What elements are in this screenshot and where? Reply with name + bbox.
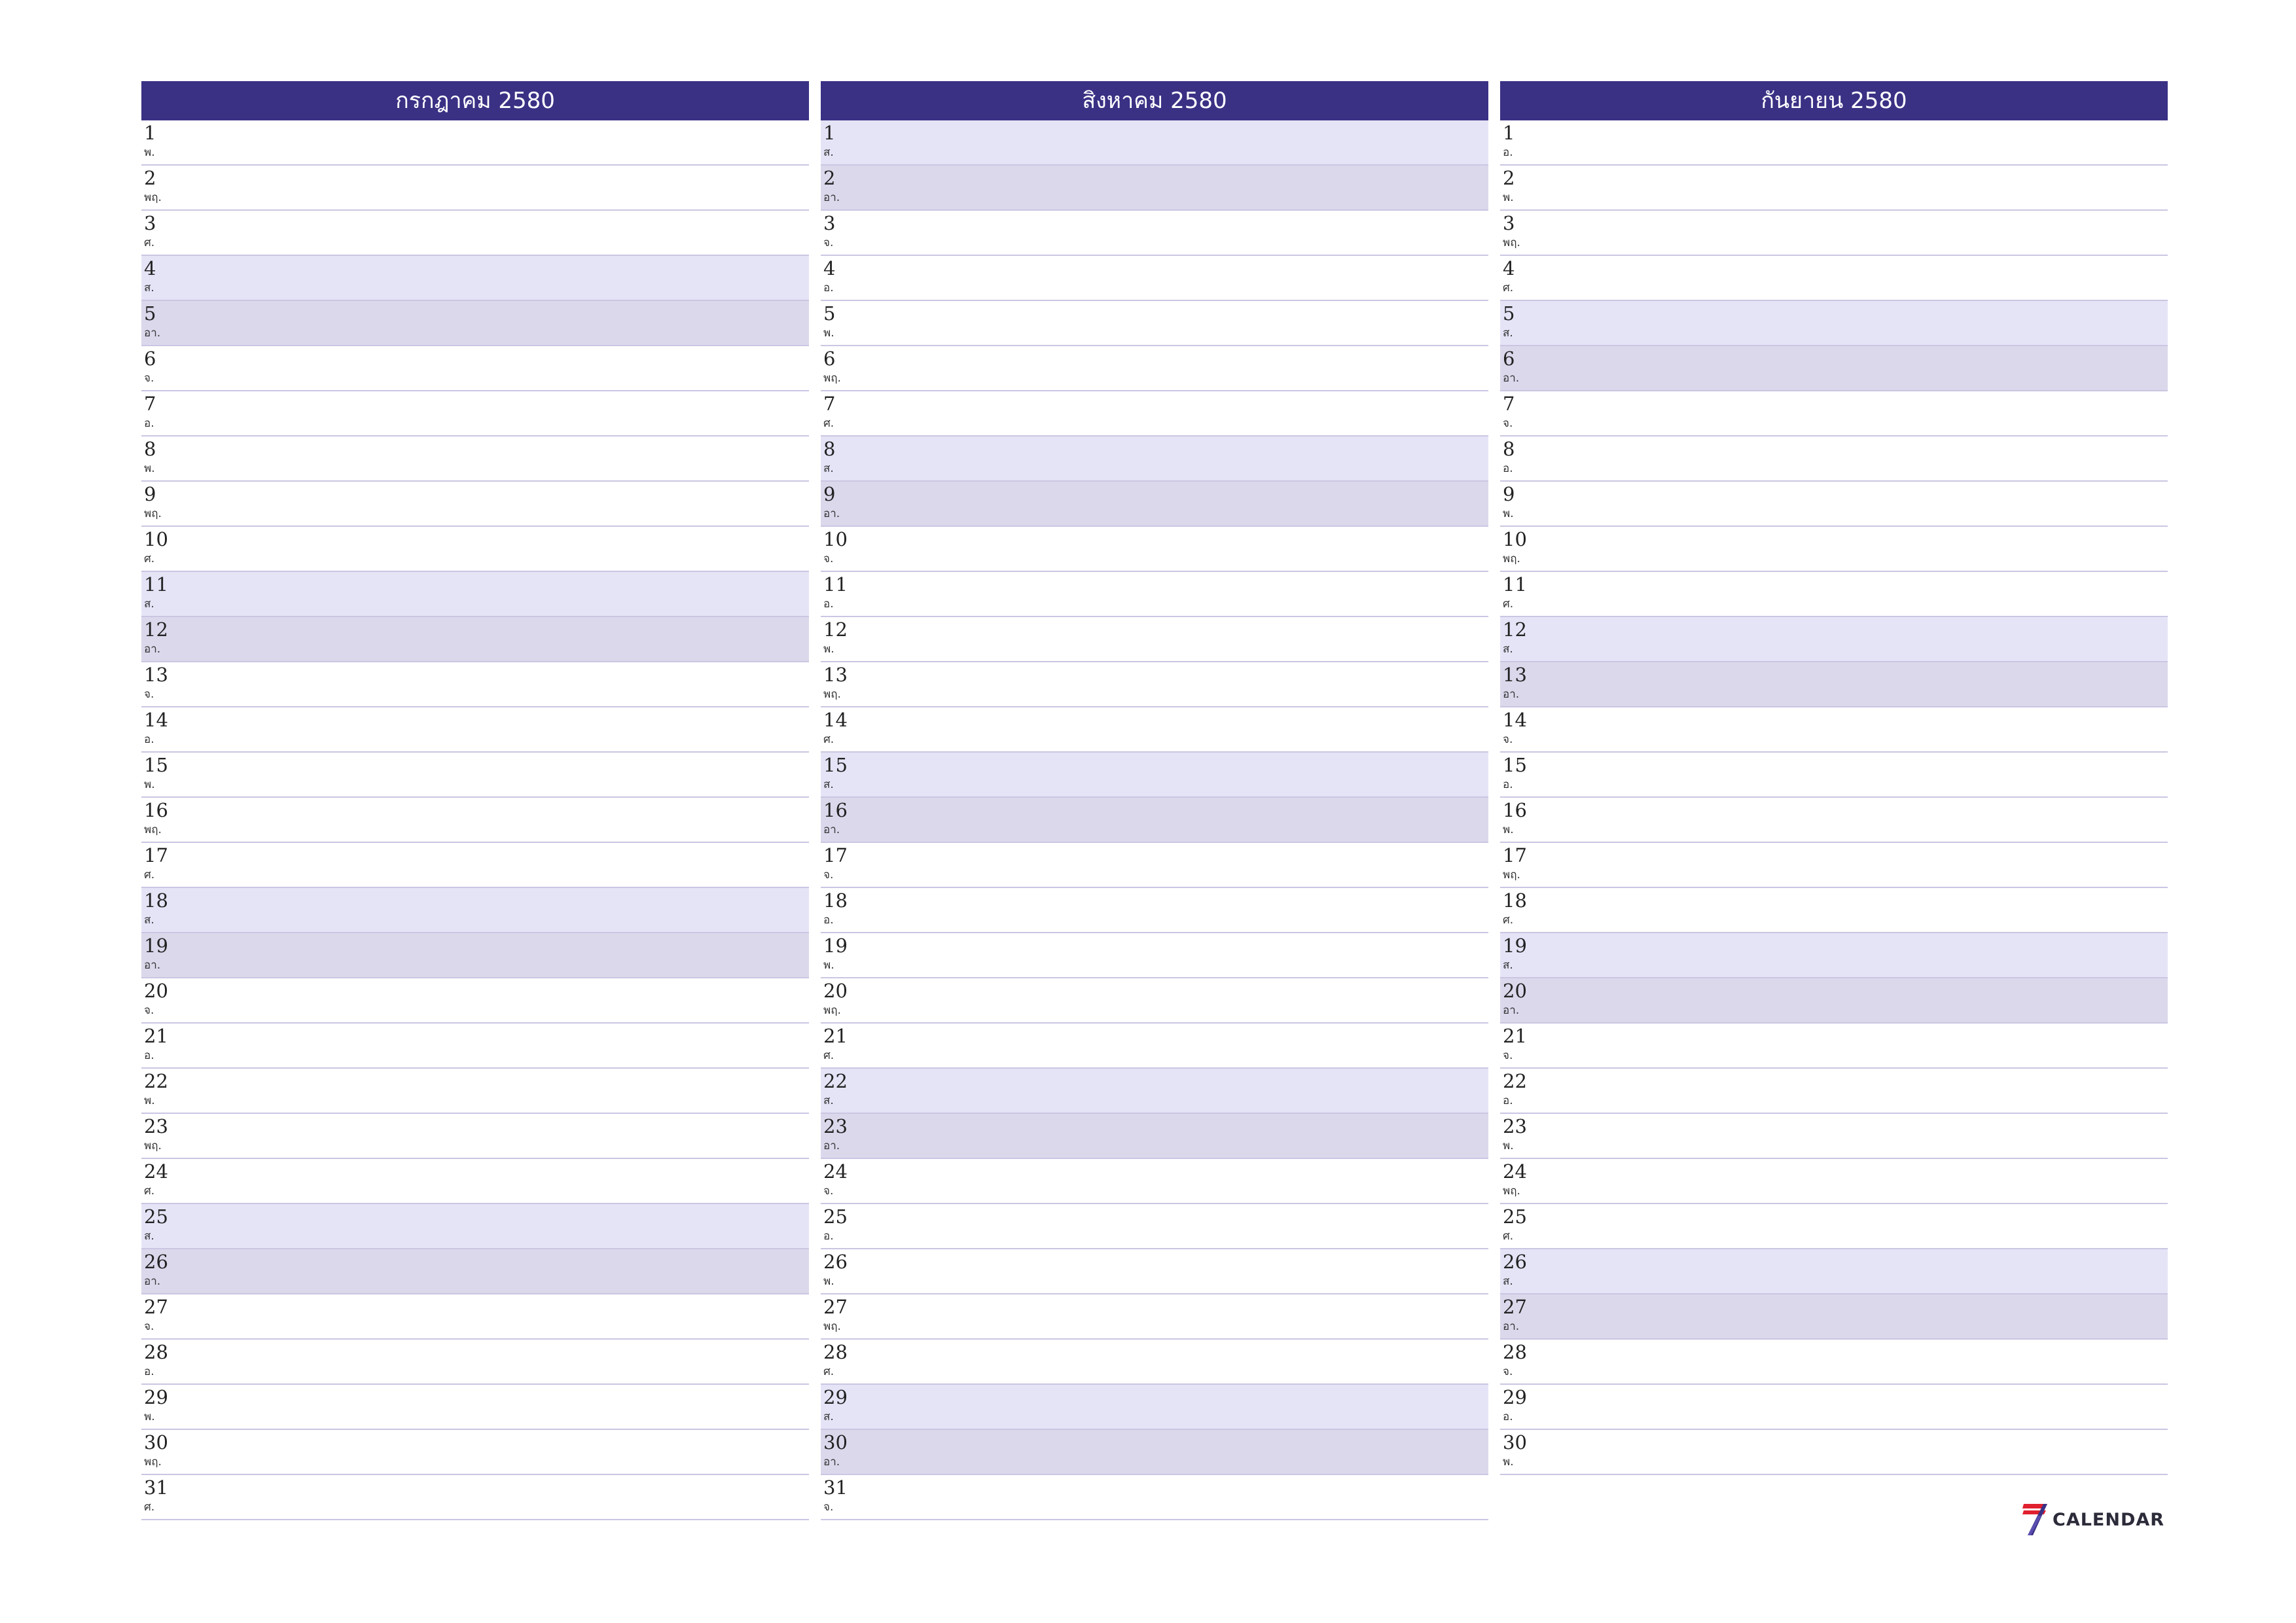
weekday-abbreviation: พฤ.: [823, 372, 841, 385]
calendar-logo: [2021, 1503, 2164, 1537]
day-number: 11: [144, 573, 168, 596]
weekday-abbreviation: อ.: [144, 417, 154, 430]
day-number: 25: [144, 1205, 168, 1228]
day-row: [1500, 1114, 2168, 1159]
weekday-abbreviation: พฤ.: [1503, 236, 1520, 249]
day-row: [821, 707, 1488, 753]
day-number: 14: [144, 709, 168, 731]
weekday-abbreviation: ศ.: [823, 1049, 834, 1062]
day-number: 29: [823, 1386, 848, 1408]
day-list: [1500, 120, 2168, 1475]
day-row: [821, 256, 1488, 301]
day-row: [1500, 211, 2168, 256]
weekday-abbreviation: ศ.: [144, 1185, 155, 1198]
day-row: [141, 482, 809, 527]
day-row: [141, 1069, 809, 1114]
day-row: [141, 662, 809, 707]
weekday-abbreviation: ส.: [823, 146, 834, 159]
day-row: [1500, 888, 2168, 933]
day-number: 9: [1503, 483, 1515, 505]
day-number: 4: [1503, 257, 1515, 279]
day-number: 9: [823, 483, 836, 505]
day-row: [141, 1249, 809, 1294]
weekday-abbreviation: ส.: [1503, 327, 1513, 340]
day-row: [141, 1204, 809, 1249]
weekday-abbreviation: พฤ.: [1503, 552, 1520, 565]
day-number: 30: [144, 1431, 168, 1454]
day-number: 16: [1503, 799, 1527, 821]
day-number: 22: [823, 1070, 848, 1092]
day-row: [821, 301, 1488, 346]
day-row: [1500, 798, 2168, 843]
weekday-abbreviation: จ.: [144, 1320, 154, 1333]
day-number: 31: [144, 1476, 168, 1499]
day-number: 18: [823, 889, 848, 912]
weekday-abbreviation: พฤ.: [144, 1455, 162, 1469]
weekday-abbreviation: ศ.: [823, 1365, 834, 1378]
weekday-abbreviation: ศ.: [823, 417, 834, 430]
day-number: 30: [1503, 1431, 1527, 1454]
weekday-abbreviation: จ.: [1503, 1365, 1513, 1378]
weekday-abbreviation: ส.: [823, 1410, 834, 1423]
day-number: 14: [1503, 709, 1527, 731]
day-row: [1500, 1159, 2168, 1204]
day-number: 7: [144, 393, 156, 415]
day-number: 19: [144, 935, 168, 957]
day-row: [821, 978, 1488, 1024]
day-row: [1500, 617, 2168, 662]
day-row: [821, 391, 1488, 437]
day-number: 11: [1503, 573, 1527, 596]
weekday-abbreviation: พฤ.: [823, 688, 841, 701]
weekday-abbreviation: อา.: [823, 823, 840, 836]
day-row: [821, 1204, 1488, 1249]
day-number: 22: [144, 1070, 168, 1092]
day-number: 6: [823, 348, 836, 370]
day-row: [821, 933, 1488, 978]
day-row: [141, 527, 809, 572]
weekday-abbreviation: พฤ.: [144, 823, 162, 836]
weekday-abbreviation: อ.: [823, 281, 834, 294]
day-number: 13: [1503, 664, 1527, 686]
weekday-abbreviation: ศ.: [1503, 1230, 1514, 1243]
day-number: 3: [144, 212, 156, 234]
day-row: [141, 933, 809, 978]
weekday-abbreviation: ส.: [144, 914, 154, 927]
day-number: 8: [1503, 438, 1515, 460]
day-row: [821, 617, 1488, 662]
day-number: 2: [144, 167, 156, 189]
day-row: [1500, 843, 2168, 888]
month-column: [821, 81, 1488, 1520]
weekday-abbreviation: จ.: [823, 868, 834, 882]
day-number: 10: [823, 528, 848, 550]
month-title: กรกฎาคม 2580: [141, 81, 809, 120]
day-number: 13: [823, 664, 848, 686]
day-row: [141, 346, 809, 391]
day-number: 26: [144, 1251, 168, 1273]
day-row: [1500, 1024, 2168, 1069]
day-number: 28: [144, 1341, 168, 1363]
seven-icon: [2021, 1503, 2049, 1537]
day-row: [141, 1294, 809, 1340]
day-number: 1: [144, 122, 156, 144]
day-number: 8: [144, 438, 156, 460]
weekday-abbreviation: พฤ.: [144, 191, 162, 204]
day-row: [141, 120, 809, 166]
day-row: [821, 662, 1488, 707]
weekday-abbreviation: พ.: [823, 643, 834, 656]
day-number: 16: [823, 799, 848, 821]
weekday-abbreviation: อา.: [1503, 1320, 1520, 1333]
day-row: [821, 1340, 1488, 1385]
weekday-abbreviation: จ.: [823, 552, 834, 565]
day-number: 28: [823, 1341, 848, 1363]
day-row: [141, 798, 809, 843]
day-number: 13: [144, 664, 168, 686]
day-row: [1500, 346, 2168, 391]
day-number: 27: [144, 1296, 168, 1318]
weekday-abbreviation: จ.: [144, 688, 154, 701]
weekday-abbreviation: จ.: [1503, 733, 1513, 746]
day-number: 15: [1503, 754, 1527, 776]
day-number: 17: [823, 844, 848, 866]
day-number: 27: [1503, 1296, 1527, 1318]
day-row: [821, 166, 1488, 211]
day-row: [141, 888, 809, 933]
day-number: 25: [1503, 1205, 1527, 1228]
day-row: [141, 256, 809, 301]
weekday-abbreviation: ส.: [823, 1094, 834, 1107]
weekday-abbreviation: อ.: [1503, 1094, 1513, 1107]
day-row: [141, 391, 809, 437]
weekday-abbreviation: พ.: [144, 1410, 155, 1423]
day-number: 1: [823, 122, 836, 144]
day-row: [141, 1114, 809, 1159]
day-row: [141, 1024, 809, 1069]
day-number: 12: [144, 618, 168, 641]
weekday-abbreviation: จ.: [144, 1004, 154, 1017]
weekday-abbreviation: อ.: [1503, 146, 1513, 159]
weekday-abbreviation: ศ.: [144, 236, 155, 249]
weekday-abbreviation: ศ.: [823, 733, 834, 746]
day-number: 16: [144, 799, 168, 821]
day-row: [1500, 978, 2168, 1024]
day-number: 29: [144, 1386, 168, 1408]
day-number: 12: [823, 618, 848, 641]
day-row: [141, 753, 809, 798]
day-row: [141, 1159, 809, 1204]
weekday-abbreviation: พฤ.: [144, 507, 162, 520]
day-row: [1500, 301, 2168, 346]
day-row: [1500, 256, 2168, 301]
day-number: 10: [144, 528, 168, 550]
day-row: [141, 301, 809, 346]
day-row: [1500, 753, 2168, 798]
day-row: [1500, 1249, 2168, 1294]
weekday-abbreviation: ศ.: [1503, 597, 1514, 611]
day-row: [821, 798, 1488, 843]
day-row: [821, 1385, 1488, 1430]
weekday-abbreviation: จ.: [1503, 1049, 1513, 1062]
day-row: [821, 753, 1488, 798]
day-number: 12: [1503, 618, 1527, 641]
weekday-abbreviation: พ.: [144, 146, 155, 159]
day-number: 4: [144, 257, 156, 279]
day-number: 2: [1503, 167, 1515, 189]
weekday-abbreviation: จ.: [1503, 417, 1513, 430]
day-number: 28: [1503, 1341, 1527, 1363]
day-number: 3: [1503, 212, 1515, 234]
month-column: [141, 81, 809, 1520]
day-row: [821, 482, 1488, 527]
day-number: 27: [823, 1296, 848, 1318]
weekday-abbreviation: ศ.: [1503, 914, 1514, 927]
day-number: 24: [144, 1160, 168, 1183]
day-row: [821, 1475, 1488, 1520]
weekday-abbreviation: อา.: [144, 327, 161, 340]
day-row: [141, 572, 809, 617]
weekday-abbreviation: อ.: [144, 1049, 154, 1062]
day-number: 5: [823, 302, 836, 325]
weekday-abbreviation: อ.: [144, 1365, 154, 1378]
weekday-abbreviation: ส.: [144, 1230, 154, 1243]
day-row: [141, 707, 809, 753]
day-row: [141, 1340, 809, 1385]
day-number: 23: [144, 1115, 168, 1137]
weekday-abbreviation: พ.: [823, 959, 834, 972]
day-number: 20: [1503, 980, 1527, 1002]
month-title: สิงหาคม 2580: [821, 81, 1488, 120]
day-number: 3: [823, 212, 836, 234]
weekday-abbreviation: อา.: [1503, 372, 1520, 385]
weekday-abbreviation: พ.: [1503, 823, 1514, 836]
three-month-calendar: [141, 81, 2168, 1520]
weekday-abbreviation: อา.: [823, 507, 840, 520]
day-number: 8: [823, 438, 836, 460]
logo-text: CALENDAR: [2053, 1509, 2165, 1530]
weekday-abbreviation: อา.: [1503, 688, 1520, 701]
day-row: [1500, 527, 2168, 572]
weekday-abbreviation: อ.: [1503, 1410, 1513, 1423]
day-row: [1500, 391, 2168, 437]
weekday-abbreviation: ส.: [1503, 643, 1513, 656]
weekday-abbreviation: พ.: [1503, 1139, 1514, 1152]
day-number: 19: [1503, 935, 1527, 957]
day-number: 25: [823, 1205, 848, 1228]
day-number: 9: [144, 483, 156, 505]
day-row: [1500, 437, 2168, 482]
weekday-abbreviation: อ.: [823, 597, 834, 611]
day-row: [141, 978, 809, 1024]
day-row: [821, 1114, 1488, 1159]
day-number: 6: [1503, 348, 1515, 370]
weekday-abbreviation: อ.: [823, 1230, 834, 1243]
day-list: [821, 120, 1488, 1520]
weekday-abbreviation: พ.: [144, 462, 155, 475]
day-number: 24: [1503, 1160, 1527, 1183]
weekday-abbreviation: พ.: [823, 327, 834, 340]
weekday-abbreviation: พฤ.: [1503, 868, 1520, 882]
day-number: 24: [823, 1160, 848, 1183]
weekday-abbreviation: อ.: [1503, 778, 1513, 791]
weekday-abbreviation: จ.: [823, 1501, 834, 1514]
weekday-abbreviation: อา.: [144, 1275, 161, 1288]
day-number: 22: [1503, 1070, 1527, 1092]
day-row: [1500, 1069, 2168, 1114]
day-number: 21: [1503, 1025, 1527, 1047]
day-number: 23: [1503, 1115, 1527, 1137]
weekday-abbreviation: พ.: [1503, 191, 1514, 204]
day-row: [821, 120, 1488, 166]
day-row: [1500, 707, 2168, 753]
day-row: [821, 437, 1488, 482]
day-number: 18: [1503, 889, 1527, 912]
day-row: [1500, 1204, 2168, 1249]
weekday-abbreviation: ส.: [1503, 959, 1513, 972]
day-list: [141, 120, 809, 1520]
day-number: 21: [144, 1025, 168, 1047]
month-title: กันยายน 2580: [1500, 81, 2168, 120]
weekday-abbreviation: อา.: [144, 643, 161, 656]
day-number: 26: [1503, 1251, 1527, 1273]
weekday-abbreviation: พ.: [144, 1094, 155, 1107]
weekday-abbreviation: อ.: [1503, 462, 1513, 475]
day-row: [821, 888, 1488, 933]
weekday-abbreviation: พ.: [1503, 507, 1514, 520]
day-row: [821, 527, 1488, 572]
day-row: [1500, 166, 2168, 211]
day-row: [821, 1430, 1488, 1475]
weekday-abbreviation: พฤ.: [144, 1139, 162, 1152]
day-number: 23: [823, 1115, 848, 1137]
weekday-abbreviation: อ.: [823, 914, 834, 927]
day-row: [141, 1385, 809, 1430]
day-number: 30: [823, 1431, 848, 1454]
day-number: 15: [144, 754, 168, 776]
day-number: 21: [823, 1025, 848, 1047]
weekday-abbreviation: อา.: [823, 1455, 840, 1469]
weekday-abbreviation: จ.: [823, 236, 834, 249]
day-row: [821, 1249, 1488, 1294]
weekday-abbreviation: ส.: [823, 462, 834, 475]
weekday-abbreviation: ศ.: [144, 868, 155, 882]
weekday-abbreviation: ส.: [1503, 1275, 1513, 1288]
day-row: [141, 843, 809, 888]
weekday-abbreviation: อา.: [823, 191, 840, 204]
weekday-abbreviation: พ.: [144, 778, 155, 791]
day-row: [821, 1024, 1488, 1069]
day-number: 19: [823, 935, 848, 957]
day-row: [141, 166, 809, 211]
day-number: 17: [1503, 844, 1527, 866]
day-number: 29: [1503, 1386, 1527, 1408]
day-number: 14: [823, 709, 848, 731]
day-row: [821, 346, 1488, 391]
day-number: 15: [823, 754, 848, 776]
day-row: [141, 1430, 809, 1475]
day-row: [1500, 1430, 2168, 1475]
day-number: 7: [1503, 393, 1515, 415]
day-number: 18: [144, 889, 168, 912]
day-row: [821, 211, 1488, 256]
day-number: 6: [144, 348, 156, 370]
weekday-abbreviation: พฤ.: [823, 1004, 841, 1017]
day-number: 2: [823, 167, 836, 189]
day-number: 7: [823, 393, 836, 415]
day-row: [821, 1294, 1488, 1340]
day-row: [821, 843, 1488, 888]
day-row: [821, 1069, 1488, 1114]
weekday-abbreviation: ส.: [144, 597, 154, 611]
day-row: [821, 572, 1488, 617]
day-number: 5: [144, 302, 156, 325]
day-row: [1500, 1340, 2168, 1385]
day-row: [821, 1159, 1488, 1204]
month-column: [1500, 81, 2168, 1520]
weekday-abbreviation: ศ.: [144, 1501, 155, 1514]
day-row: [1500, 1294, 2168, 1340]
weekday-abbreviation: พฤ.: [823, 1320, 841, 1333]
weekday-abbreviation: อา.: [144, 959, 161, 972]
day-row: [141, 1475, 809, 1520]
day-row: [1500, 933, 2168, 978]
weekday-abbreviation: ส.: [823, 778, 834, 791]
day-row: [1500, 572, 2168, 617]
weekday-abbreviation: พ.: [1503, 1455, 1514, 1469]
weekday-abbreviation: พ.: [823, 1275, 834, 1288]
day-row: [1500, 482, 2168, 527]
weekday-abbreviation: อ.: [144, 733, 154, 746]
day-row: [141, 211, 809, 256]
weekday-abbreviation: อา.: [1503, 1004, 1520, 1017]
day-number: 1: [1503, 122, 1515, 144]
day-row: [1500, 662, 2168, 707]
day-number: 4: [823, 257, 836, 279]
day-number: 31: [823, 1476, 848, 1499]
weekday-abbreviation: ศ.: [144, 552, 155, 565]
day-number: 10: [1503, 528, 1527, 550]
day-row: [141, 437, 809, 482]
day-number: 20: [144, 980, 168, 1002]
day-number: 26: [823, 1251, 848, 1273]
weekday-abbreviation: พฤ.: [1503, 1185, 1520, 1198]
day-number: 5: [1503, 302, 1515, 325]
day-row: [141, 617, 809, 662]
day-number: 20: [823, 980, 848, 1002]
weekday-abbreviation: อา.: [823, 1139, 840, 1152]
weekday-abbreviation: จ.: [823, 1185, 834, 1198]
day-row: [1500, 1385, 2168, 1430]
weekday-abbreviation: ส.: [144, 281, 154, 294]
day-number: 11: [823, 573, 848, 596]
day-number: 17: [144, 844, 168, 866]
weekday-abbreviation: ศ.: [1503, 281, 1514, 294]
day-row: [1500, 120, 2168, 166]
weekday-abbreviation: จ.: [144, 372, 154, 385]
